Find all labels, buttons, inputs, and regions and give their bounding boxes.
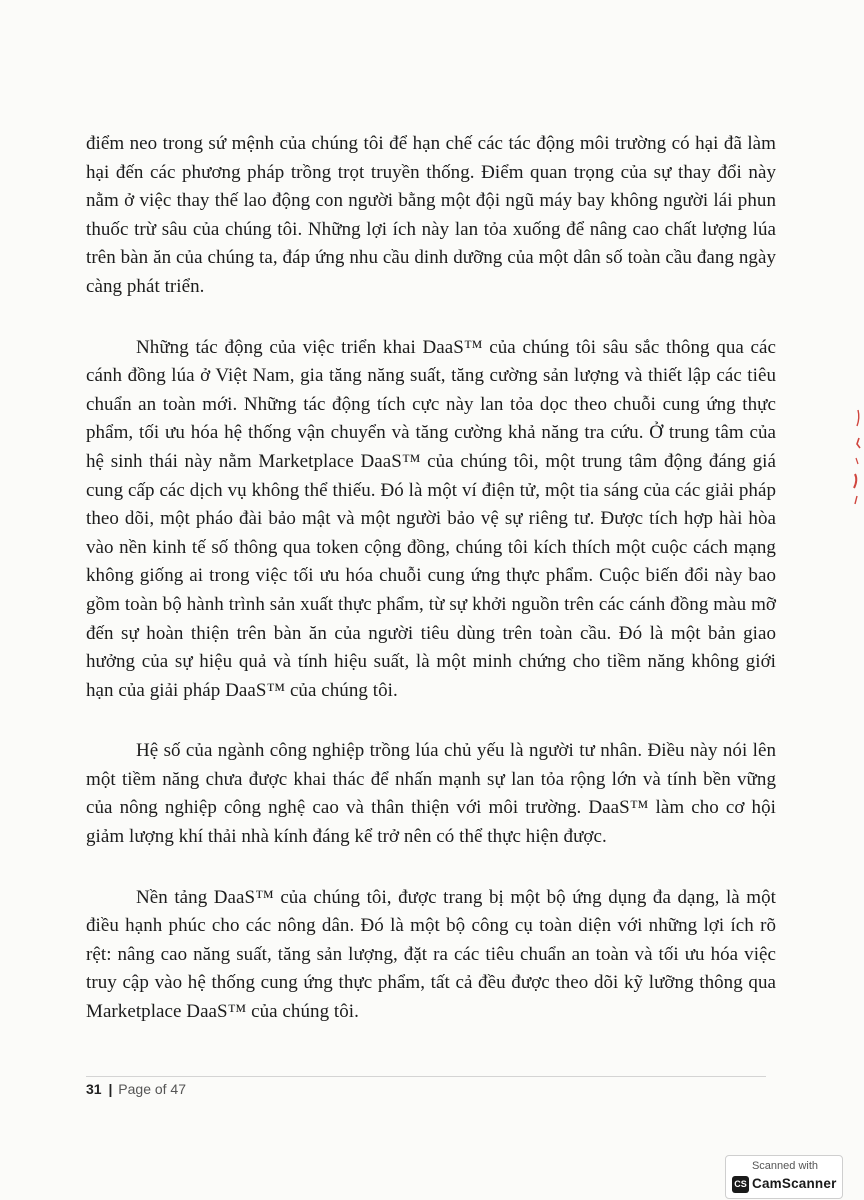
- document-body: [86, 130, 776, 1027]
- footer-divider: [86, 1076, 766, 1077]
- paragraph-4: Nền tảng DaaS™ của chúng tôi, được trang bị một bộ ứng dụng đa dạng, là một điều hạnh phúc cho các nông dân. Đó là một bộ công cụ toàn diện với những lợi ích rõ rệt: nâng cao năng suất, tăng sản lượng, đặt ra các tiêu chuẩn an toàn và tối ưu hóa việc truy cập vào hệ thống cung ứng thực phẩm, tất cả đều được theo dõi kỹ lưỡng thông qua Marketplace DaaS™ của chúng tôi.: [86, 886, 776, 1023]
- paragraph-2: Những tác động của việc triển khai DaaS™ của chúng tôi sâu sắc thông qua các cánh đồng lúa ở Việt Nam, gia tăng năng suất, tăng cường sản lượng và thiết lập các tiêu chuẩn an toàn mới. Những tác động tích cực này lan tỏa dọc theo chuỗi cung ứng thực phẩm, tối ưu hóa hệ thống vận chuyển và tăng cường khả năng tra cứu. Ở trung tâm của hệ sinh thái này nằm Marketplace DaaS™ của chúng tôi, một trung tâm động đáng giá cung cấp các dịch vụ không thể thiếu. Đó là một ví điện tử, một tia sáng của các giải pháp theo dõi, một pháo đài bảo mật và một người bảo vệ sự riêng tư. Được tích hợp hài hòa vào nền kinh tế số thông qua token cộng đồng, chúng tôi kích thích một cuộc cách mạng không giống ai trong việc tối ưu hóa chuỗi cung ứng thực phẩm. Cuộc biến đổi này bao gồm toàn bộ hành trình sản xuất thực phẩm, từ sự khởi nguồn trên các cánh đồng màu mỡ đến sự hoàn thiện trên bàn ăn của người tiêu dùng trên toàn cầu. Đó là một bản giao hưởng của sự hiệu quả và tính hiệu suất, là một minh chứng cho tiềm năng không giới hạn của giải pháp DaaS™ của chúng tôi.: [86, 336, 776, 701]
- paragraph-1: điểm neo trong sứ mệnh của chúng tôi để hạn chế các tác động môi trường có hại đã làm hại đến các phương pháp trồng trọt truyền thống. Điểm quan trọng của sự thay đổi này nằm ở việc thay thế lao động con người bằng một đội ngũ máy bay không người lái phun thuốc trừ sâu của chúng tôi. Những lợi ích này lan tỏa xuống để nâng cao chất lượng lúa trên bàn ăn của chúng ta, đáp ứng nhu cầu dinh dưỡng của một dân số toàn cầu đang ngày càng phát triển.: [86, 133, 776, 297]
- page-footer: [86, 1081, 186, 1097]
- footer-separator: |: [108, 1081, 113, 1097]
- camscanner-name: CamScanner: [752, 1176, 837, 1191]
- red-ink-edge-mark-icon: [849, 408, 863, 508]
- page-number: 31: [86, 1081, 102, 1097]
- camscanner-logo-icon: CS: [732, 1176, 749, 1193]
- paragraph-3: Hệ số của ngành công nghiệp trồng lúa chủ yếu là người tư nhân. Điều này nói lên một tiềm năng chưa được khai thác để nhấn mạnh sự lan tỏa rộng lớn và tính bền vững của nông nghiệp công nghệ cao và thân thiện với môi trường. DaaS™ làm cho cơ hội giảm lượng khí thải nhà kính đáng kể trở nên có thể thực hiện được.: [86, 740, 776, 848]
- page-label: Page of 47: [118, 1081, 187, 1097]
- camscanner-watermark: [725, 1155, 843, 1199]
- scanned-with-label: Scanned with: [751, 1160, 819, 1172]
